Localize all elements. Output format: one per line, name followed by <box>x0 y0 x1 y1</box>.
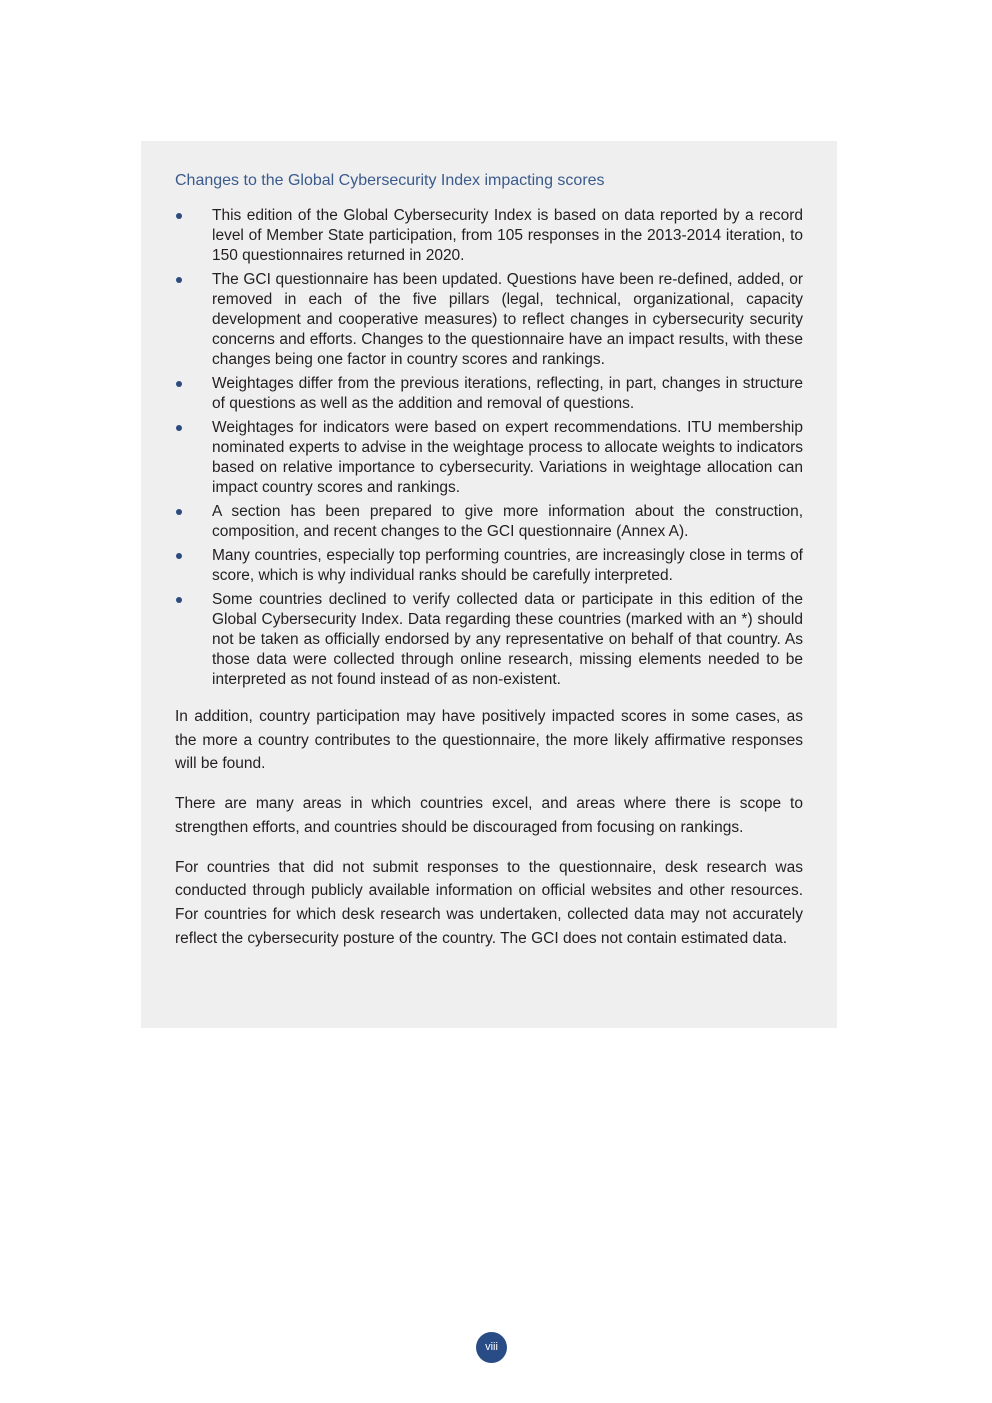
paragraph-rankings: There are many areas in which countries excel, and areas where there is scope to strengthen efforts, and countries should be discouraged from focusing on rankings. <box>175 795 803 836</box>
paragraph-participation: In addition, country participation may have positively impacted scores in some cases, as the more a country contributes to the questionnaire, the more likely affirmative responses will be found. <box>175 708 803 773</box>
page-number-badge: viii <box>476 1332 507 1363</box>
bullet-dot-icon <box>176 509 182 515</box>
bullet-text: Many countries, especially top performing countries, are increasingly close in terms of score, which is why individual ranks should be carefully interpreted. <box>212 547 803 584</box>
bullet-text: The GCI questionnaire has been updated. Questions have been re-defined, added, or removed in each of the five pillars (legal, technical, organizational, capacity development and cooperative measures) to reflect changes in cybersecurity security concerns and efforts. Changes to the questionnaire have an impact results, with these changes being one factor in country scores and rankings. <box>212 271 803 368</box>
bullet-text: Weightages differ from the previous iterations, reflecting, in part, changes in structure of questions as well as the addition and removal of questions. <box>212 375 803 412</box>
bullet-item <box>175 590 803 690</box>
callout-title: Changes to the Global Cybersecurity Index impacting scores <box>175 172 605 189</box>
bullet-dot-icon <box>176 381 182 387</box>
bullet-item <box>175 546 803 586</box>
paragraph-desk-research: For countries that did not submit responses to the questionnaire, desk research was conducted through publicly available information on official websites and other resources. For countries for which desk research was undertaken, collected data may not accurately reflect the cybersecurity posture of the country. The GCI does not contain estimated data. <box>175 858 803 947</box>
bullet-text: A section has been prepared to give more information about the construction, composition, and recent changes to the GCI questionnaire (Annex A). <box>212 503 803 540</box>
bullet-dot-icon <box>176 597 182 603</box>
bullet-text: Weightages for indicators were based on expert recommendations. ITU membership nominated experts to advise in the weightage process to allocate weights to indicators based on relative importance to cybersecurity. Variations in weightage allocation can impact country scores and rankings. <box>212 419 803 496</box>
bullet-dot-icon <box>176 277 182 283</box>
bullet-item <box>175 418 803 498</box>
bullet-dot-icon <box>176 425 182 431</box>
bullet-list <box>175 206 803 690</box>
bullet-dot-icon <box>176 553 182 559</box>
bullet-item <box>175 270 803 370</box>
bullet-item <box>175 374 803 414</box>
bullet-item <box>175 206 803 266</box>
bullet-item <box>175 502 803 542</box>
callout-box <box>141 141 837 1028</box>
bullet-text: Some countries declined to verify collected data or participate in this edition of the Global Cybersecurity Index. Data regarding these countries (marked with an *) should not be taken as officially endorsed by any representative on behalf of that country. As those data were collected through online research, missing elements needed to be interpreted as not found instead of as non-existent. <box>212 591 803 688</box>
bullet-dot-icon <box>176 213 182 219</box>
bullet-text: This edition of the Global Cybersecurity Index is based on data reported by a record level of Member State participation, from 105 responses in the 2013-2014 iteration, to 150 questionnaires returned in 2020. <box>212 207 803 264</box>
